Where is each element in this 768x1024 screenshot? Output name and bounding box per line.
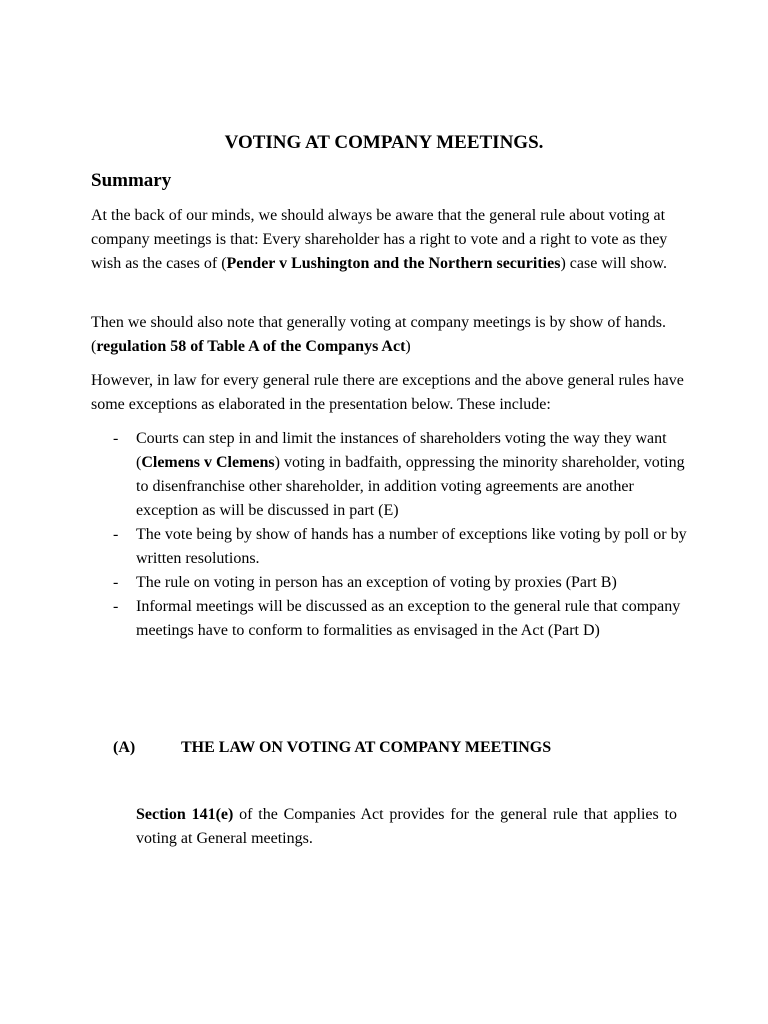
- paragraph-text: ) case will show.: [560, 255, 667, 272]
- bullet-dash: -: [113, 574, 119, 591]
- list-item-text: The vote being by show of hands has a number of exceptions like voting by poll or by written resolutions.: [136, 526, 687, 567]
- bullet-dash: -: [113, 430, 119, 447]
- bullet-dash: -: [113, 526, 119, 543]
- list-item-text: ) voting in badfaith, oppressing the minority shareholder, voting to disenfranchise other shareholder, in addition voting agreements are another exception as will be discussed in part (E): [136, 454, 685, 519]
- list-item-text: Courts can step in and limit the instances of shareholders voting the way they want (: [136, 430, 667, 471]
- list-item-text: The rule on voting in person has an exception of voting by proxies (Part B): [136, 574, 617, 591]
- section-a-paragraph: [136, 803, 677, 851]
- document-title: VOTING AT COMPANY MEETINGS.: [224, 132, 544, 153]
- summary-paragraph-1: [91, 204, 686, 276]
- list-item: [113, 427, 688, 523]
- bullet-dash: -: [113, 598, 119, 615]
- paragraph-text: Then we should also note that generally voting at company meetings is by show of hands. (: [91, 314, 666, 355]
- list-item-text: Informal meetings will be discussed as an exception to the general rule that company meetings have to conform to formalities as envisaged in the Act (Part D): [136, 598, 681, 639]
- list-item: [113, 571, 688, 595]
- section-citation: Section 141(e): [136, 806, 234, 823]
- paragraph-text: ): [405, 338, 411, 355]
- paragraph-text: At the back of our minds, we should always be aware that the general rule about voting at company meetings is that: Every shareholder has a right to vote and a right to vote as they wish as the cases of (: [91, 207, 668, 272]
- regulation-citation: regulation 58 of Table A of the Companys Act: [96, 338, 406, 355]
- case-citation: Pender v Lushington and the Northern securities: [226, 255, 561, 272]
- list-item: [113, 595, 688, 643]
- section-a-heading: [113, 736, 551, 760]
- exceptions-list: [113, 427, 688, 643]
- summary-paragraph-3: However, in law for every general rule there are exceptions and the above general rules have some exceptions as elaborated in the presentation below. These include:: [91, 372, 684, 413]
- summary-heading: Summary: [91, 170, 172, 191]
- paragraph-text: of the Companies Act provides for the general rule that applies to voting at General meetings.: [136, 806, 677, 847]
- list-item: [113, 523, 688, 571]
- summary-paragraph-2: [91, 311, 686, 359]
- section-label: (A): [113, 739, 136, 756]
- section-title: THE LAW ON VOTING AT COMPANY MEETINGS: [181, 739, 552, 756]
- case-citation: Clemens v Clemens: [141, 454, 275, 471]
